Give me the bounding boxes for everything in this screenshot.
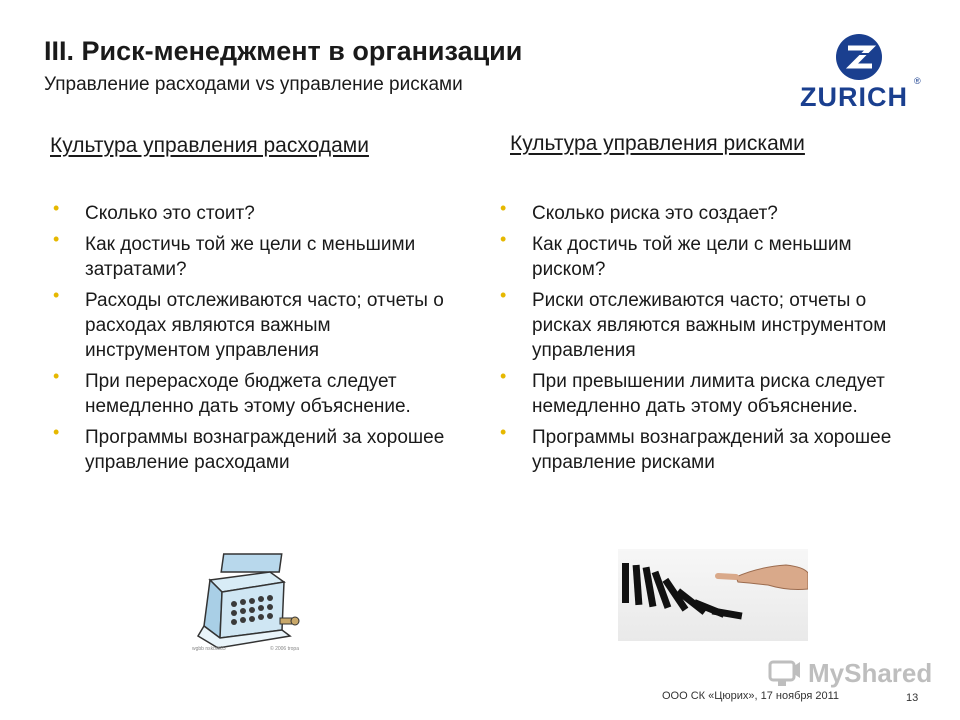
- list-item: [50, 285, 460, 363]
- left-bullet-list: [50, 198, 460, 481]
- bullet-text: Расходы отслеживаются часто; отчеты о расходах являются важным инструментом управления: [85, 290, 444, 361]
- logo-registered: ®: [914, 76, 921, 86]
- footer-text: ООО СК «Цюрих», 17 ноября 2011: [662, 690, 840, 702]
- bullet-icon: •: [53, 229, 60, 249]
- list-item: [497, 285, 917, 363]
- bullet-text: Как достичь той же цели с меньшими затратами?: [85, 234, 416, 280]
- bullet-icon: •: [500, 229, 507, 249]
- cash-register-icon: [192, 552, 300, 656]
- bullet-text: Как достичь той же цели с меньшим риском?: [532, 234, 852, 280]
- list-item: [497, 198, 917, 226]
- bullet-text: Сколько риска это создает?: [532, 203, 778, 224]
- bullet-icon: •: [53, 198, 60, 218]
- logo-wordmark: ZURICH: [800, 82, 908, 112]
- right-column-heading: Культура управления рисками: [510, 132, 805, 155]
- bullet-text: При перерасходе бюджета следует немедленно дать этому объяснение.: [85, 371, 411, 417]
- left-column-heading: Культура управления расходами: [50, 134, 369, 157]
- image-credit-left: wgbb nskbf885: [192, 646, 226, 652]
- bullet-text: Риски отслеживаются часто; отчеты о рисках являются важным инструментом управления: [532, 290, 887, 361]
- list-item: [497, 229, 917, 282]
- image-credit: © 2006 tropa: [270, 646, 299, 652]
- bullet-icon: •: [500, 422, 507, 442]
- slide-subtitle: Управление расходами vs управление рисками: [44, 74, 463, 95]
- bullet-icon: •: [500, 366, 507, 386]
- bullet-icon: •: [53, 285, 60, 305]
- bullet-icon: •: [53, 366, 60, 386]
- list-item: [50, 422, 460, 475]
- domino-hand-icon: [618, 549, 808, 641]
- list-item: [497, 422, 917, 475]
- myshared-logo-icon: [768, 658, 802, 688]
- bullet-icon: •: [500, 198, 507, 218]
- list-item: [50, 366, 460, 419]
- bullet-text: Программы вознаграждений за хорошее управление рисками: [532, 427, 892, 473]
- slide-title: III. Риск-менеджмент в организации: [44, 36, 523, 66]
- list-item: [497, 366, 917, 419]
- right-bullet-list: [497, 198, 917, 481]
- bullet-text: Программы вознаграждений за хорошее управление расходами: [85, 427, 445, 473]
- bullet-text: При превышении лимита риска следует немедленно дать этому объяснение.: [532, 371, 885, 417]
- list-item: [50, 229, 460, 282]
- bullet-icon: •: [53, 422, 60, 442]
- list-item: [50, 198, 460, 226]
- watermark-text: MyShared: [808, 657, 933, 688]
- bullet-text: Сколько это стоит?: [85, 203, 255, 224]
- zurich-logo-icon: [796, 30, 926, 120]
- page-number: 13: [906, 692, 919, 704]
- myshared-watermark: [768, 656, 932, 690]
- bullet-icon: •: [500, 285, 507, 305]
